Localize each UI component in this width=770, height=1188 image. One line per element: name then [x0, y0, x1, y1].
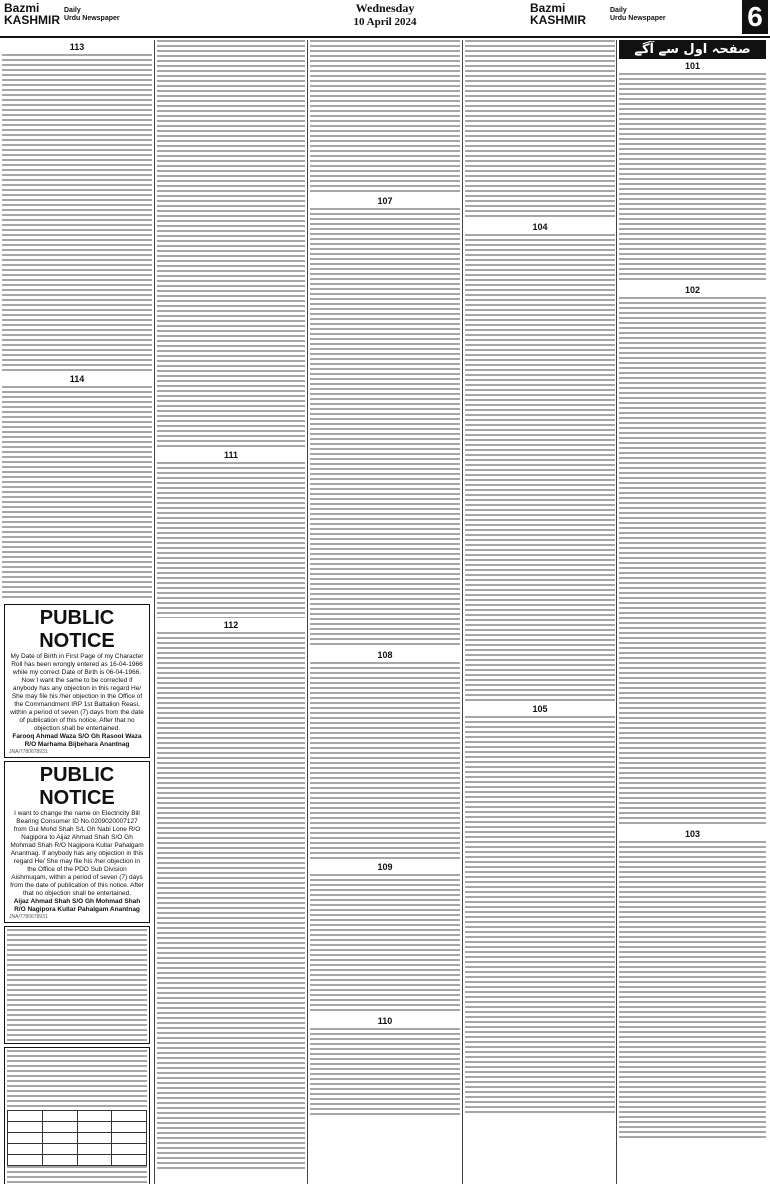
notice-title: PUBLIC NOTICE	[39, 607, 115, 652]
brand-name: Bazmi	[530, 1, 566, 15]
notice-ref: JNA/7780678931	[9, 914, 48, 920]
section-title: صفحہ اول سے آگے	[619, 40, 766, 59]
article-text	[619, 297, 766, 827]
article-text	[619, 841, 766, 1141]
article-text	[310, 40, 460, 194]
story-number: 111	[223, 450, 239, 460]
article-text	[157, 632, 305, 1172]
story-number: 105	[532, 704, 548, 714]
article-text	[310, 662, 460, 860]
column-2	[157, 40, 305, 1184]
brand-daily: Daily	[64, 7, 81, 14]
story-number: 114	[69, 374, 85, 384]
article-text	[465, 234, 615, 702]
brand-daily: Daily	[610, 7, 627, 14]
notice-ref: JNA/7780678931	[9, 749, 48, 755]
story-number: 113	[69, 42, 85, 52]
day: Wednesday	[355, 1, 415, 15]
date: 10 April 2024	[353, 16, 417, 28]
public-notice	[4, 761, 150, 923]
notice-title: PUBLIC NOTICE	[39, 764, 115, 809]
classified-notice	[4, 926, 150, 1044]
column-3	[310, 40, 460, 1184]
article-text	[465, 40, 615, 220]
article-text	[310, 1028, 460, 1118]
notice-signature: Aijaz Ahmad Shah S/O Gh Mohmad Shah R/O Nagipora Kullar Pahalgam Anantnag	[13, 898, 141, 913]
column-rule	[616, 40, 617, 1184]
column-5	[619, 40, 766, 1184]
notice-body: I want to change the name on Electricity Bill Bearing Consumer ID No.0209020007127 from Gul Mohd Shah S/L Gh Nabi Lone R/O Nagipora to Aijaz Ahmad Shah S/O Gh Mohmad Shah R/O Nagipora Kullar Pahalgam Anantnag. If anybody has any objection in this regard He/ She may file his /her objection in the Office of the PDO Sub Division Aishmuqam, within a period of seven (7) days from the date of publication of this notice. After that no objection shall be entertained.	[10, 810, 144, 897]
dateline	[270, 1, 500, 28]
brand-name-2: KASHMIR	[530, 13, 586, 27]
column-rule	[307, 40, 308, 1184]
story-number: 108	[377, 650, 393, 660]
masthead	[0, 0, 770, 38]
brand-name: Bazmi	[4, 1, 40, 15]
left-brand	[4, 1, 120, 27]
article-text	[310, 874, 460, 1014]
story-number: 109	[377, 862, 393, 872]
column-rule	[154, 40, 155, 1184]
notice-table	[7, 1110, 147, 1166]
brand-tag: Urdu Newspaper	[64, 15, 120, 22]
column-rule	[462, 40, 463, 1184]
article-text	[465, 716, 615, 1116]
classified-notice-table	[4, 1047, 150, 1184]
story-number: 104	[532, 222, 548, 232]
article-text	[619, 73, 766, 283]
story-number: 107	[377, 196, 393, 206]
story-number: 102	[684, 285, 701, 295]
page-number: 6	[742, 0, 768, 34]
brand-tag: Urdu Newspaper	[610, 15, 666, 22]
public-notice	[4, 604, 150, 758]
article-text	[2, 386, 152, 601]
story-number: 112	[223, 620, 239, 630]
story-number: 103	[684, 829, 701, 839]
brand-name-2: KASHMIR	[4, 13, 60, 27]
article-text	[2, 54, 152, 372]
article-text	[310, 208, 460, 648]
notice-signature: Farooq Ahmad Waza S/O Gh Rasool Waza R/O Marhama Bijbehara Anantnag	[12, 733, 142, 748]
article-text	[157, 462, 305, 618]
right-brand	[530, 1, 666, 27]
column-4	[465, 40, 615, 1184]
story-number: 110	[377, 1016, 393, 1026]
column-1	[2, 40, 152, 1184]
story-number: 101	[684, 61, 701, 71]
article-text	[157, 40, 305, 448]
notice-body: My Date of Birth in First Page of my Character Roll has been wrongly entered as 16-04-1966 while my correct Date of Birth is 06-04-1966. Now I want the same to be corrected if anybody has any objection in this regard He/ She may file his /her objection in the Office of the Commandment IRP 1st Battalion Reasi, within a period of seven (7) days from the date of publication of this notice. After that no objection shall be entertained.	[10, 653, 144, 732]
